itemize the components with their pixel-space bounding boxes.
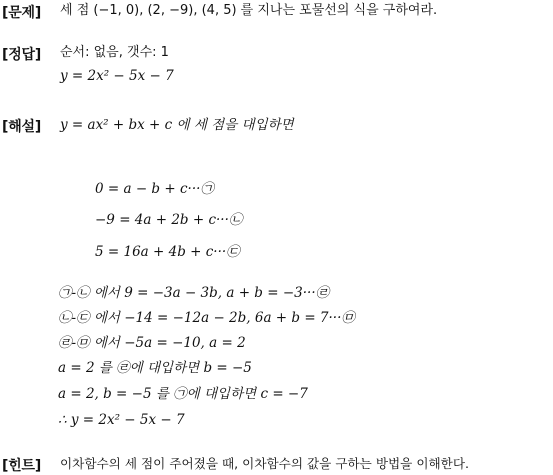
problem-label: [문제]: [2, 5, 42, 21]
hint-label: [힌트]: [2, 458, 42, 474]
problem-text: 세 점 (−1, 0), (2, −9), (4, 5) 를 지나는 포물선의 식을 구하여라.: [60, 3, 438, 18]
hint-text: 이차함수의 세 점이 주어졌을 때, 이차함수의 값을 구하는 방법을 이해한다.: [60, 456, 470, 471]
answer-line-1: 순서: 없음, 갯수: 1: [60, 45, 169, 60]
equation-2: −9 = 4a + 2b + c···㉡: [95, 212, 243, 228]
solution-intro: y = ax² + bx + c 에 세 점을 대입하면: [60, 117, 294, 133]
solution-step-1: ㉠-㉡ 에서 9 = −3a − 3b, a + b = −3···㉣: [58, 285, 330, 301]
solution-label: [해설]: [2, 119, 42, 135]
equation-1: 0 = a − b + c···㉠: [95, 181, 214, 197]
answer-line-2: y = 2x² − 5x − 7: [60, 68, 174, 84]
equation-3: 5 = 16a + 4b + c···㉢: [95, 244, 240, 260]
answer-label: [정답]: [2, 47, 42, 63]
solution-step-3: ㉣-㉤ 에서 −5a = −10, a = 2: [58, 335, 246, 351]
solution-step-5: a = 2, b = −5 를 ㉠에 대입하면 c = −7: [58, 386, 308, 402]
solution-step-2: ㉡-㉢ 에서 −14 = −12a − 2b, 6a + b = 7···㉤: [58, 310, 355, 326]
solution-step-4: a = 2 를 ㉣에 대입하면 b = −5: [58, 360, 252, 376]
solution-conclusion: ∴ y = 2x² − 5x − 7: [58, 412, 185, 428]
